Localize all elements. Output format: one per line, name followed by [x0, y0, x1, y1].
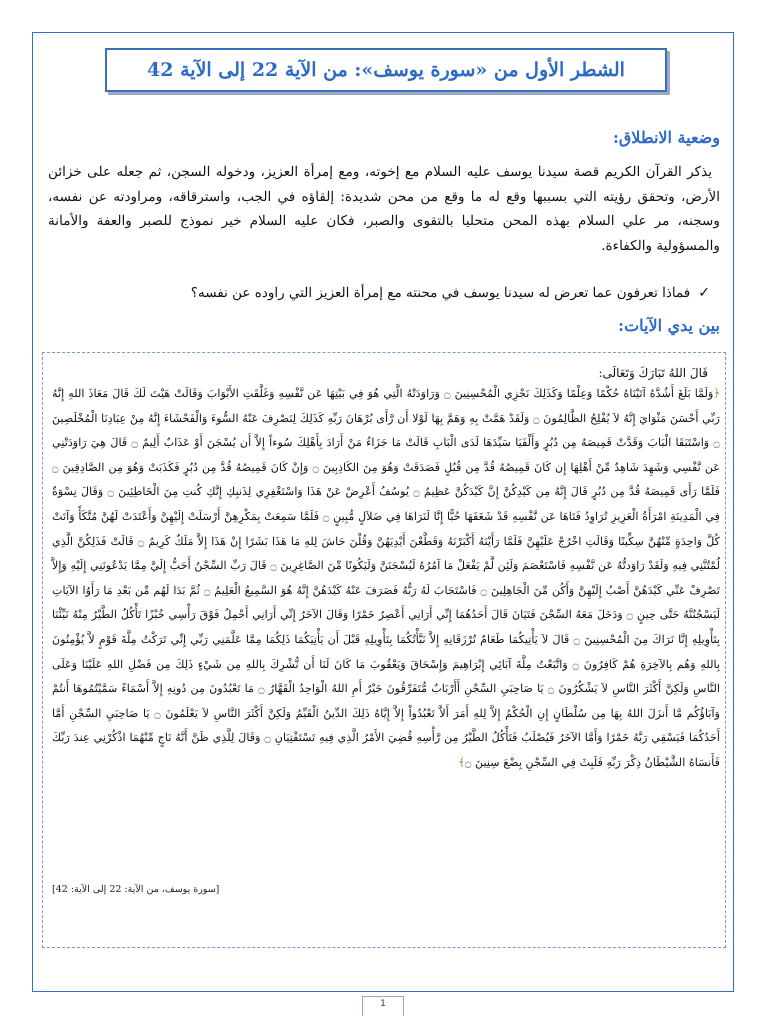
verses-intro: قَالَ اللهُ تَبَارَكَ وَتَعَالَى:	[598, 366, 708, 380]
question-item	[150, 282, 710, 304]
quran-verses	[52, 382, 720, 776]
verses-text: وَلَمَّا بَلَغَ أَشُدَّهُ آتَيْنَاهُ حُكْمًا وَعِلْمًا وَكَذَلِكَ نَجْزِي الْمُحْسِنِينَ ۝ وَرَاوَدَتْهُ الَّتِي هُوَ فِي بَيْتِهَا عَن نَّفْسِهِ وَغَلَّقَتِ الأَبْوَابَ وَقَالَتْ هَيْتَ لَكَ قَالَ مَعَاذَ اللهِ إِنَّهُ رَبِّي أَحْسَنَ مَثْوَايَ إِنَّهُ لاَ يُفْلِحُ الظَّالِمُونَ ۝ وَلَقَدْ هَمَّتْ بِهِ وَهَمَّ بِهَا لَوْلا أَن رَّأَى بُرْهَانَ رَبِّهِ كَذَلِكَ لِنَصْرِفَ عَنْهُ السُّوءَ وَالْفَحْشَاءَ إِنَّهُ مِنْ عِبَادِنَا الْمُخْلَصِينَ ۝ وَاسْتَبَقَا الْبَابَ وَقَدَّتْ قَمِيصَهُ مِن دُبُرٍ وَأَلْفَيَا سَيِّدَهَا لَدَى الْبَابِ قَالَتْ مَا جَزَاءُ مَنْ أَرَادَ بِأَهْلِكَ سُوءاً إِلاَّ أَن يُسْجَنَ أَوْ عَذَابٌ أَلِيمٌ ۝ قَالَ هِيَ رَاوَدَتْنِي عَن نَّفْسِي وَشَهِدَ شَاهِدٌ مِّنْ أَهْلِهَا إِن كَانَ قَمِيصُهُ قُدَّ مِن قُبُلٍ فَصَدَقَتْ وَهُوَ مِنَ الكَاذِبِينَ ۝ وَإِنْ كَانَ قَمِيصُهُ قُدَّ مِن دُبُرٍ فَكَذَبَتْ وَهُوَ مِن الصَّادِقِينَ ۝ فَلَمَّا رَأَى قَمِيصَهُ قُدَّ مِن دُبُرٍ قَالَ إِنَّهُ مِن كَيْدِكُنَّ إِنَّ كَيْدَكُنَّ عَظِيمٌ ۝ يُوسُفُ أَعْرِضْ عَنْ هَذَا وَاسْتَغْفِرِي لِذَنبِكِ إِنَّكِ كُنتِ مِنَ الْخَاطِئِينَ ۝ وَقَالَ نِسْوَةٌ فِي الْمَدِينَةِ امْرَأَةُ الْعَزِيزِ تُرَاوِدُ فَتَاهَا عَن نَّفْسِهِ قَدْ شَغَفَهَا حُبًّا إِنَّا لَنَرَاهَا فِي ضَلاَلٍ مُّبِينٍ ۝ فَلَمَّا سَمِعَتْ بِمَكْرِهِنَّ أَرْسَلَتْ إِلَيْهِنَّ وَأَعْتَدَتْ لَهُنَّ مُتَّكَأً وَآتَتْ كُلَّ وَاحِدَةٍ مِّنْهُنَّ سِكِّينًا وَقَالَتِ اخْرُجْ عَلَيْهِنَّ فَلَمَّا رَأَيْنَهُ أَكْبَرْنَهُ وَقَطَّعْنَ أَيْدِيَهُنَّ وَقُلْنَ حَاشَ لِلهِ مَا هَذَا بَشَرًا إِنْ هَذَا إِلاَّ مَلَكٌ كَرِيمٌ ۝ قَالَتْ فَذَلِكُنَّ الَّذِي لُمْتُنَّنِي فِيهِ وَلَقَدْ رَاوَدتُّهُ عَن نَّفْسِهِ فَاسْتَعْصَمَ وَلَئِن لَّمْ يَفْعَلْ مَا آمُرُهُ لَيُسْجَنَنَّ وَلَيَكُونًا مِّنَ الصَّاغِرِينَ ۝ قَالَ رَبِّ السِّجْنُ أَحَبُّ إِلَيَّ مِمَّا يَدْعُونَنِي إِلَيْهِ وَإِلاَّ تَصْرِفْ عَنِّي كَيْدَهُنَّ أَصْبُ إِلَيْهِنَّ وَأَكُن مِّنَ الْجَاهِلِينَ ۝ فَاسْتَجَابَ لَهُ رَبُّهُ فَصَرَفَ عَنْهُ كَيْدَهُنَّ إِنَّهُ هُوَ السَّمِيعُ الْعَلِيمُ ۝ ثُمَّ بَدَا لَهُم مِّن بَعْدِ مَا رَأَوُا الآيَاتِ لَيَسْجُنُنَّهُ حَتَّى حِينٍ ۝ وَدَخَلَ مَعَهُ السِّجْنَ فَتَيَانَ قَالَ أَحَدُهُمَا إِنِّي أَرَانِي أَعْصِرُ خَمْرًا وَقَالَ الآخَرُ إِنِّي أَرَانِي أَحْمِلُ فَوْقَ رَأْسِي خُبْزًا تَأْكُلُ الطَّيْرُ مِنْهُ نَبِّئْنَا بِتَأْوِيلِهِ إِنَّا نَرَاكَ مِنَ الْمُحْسِنِينَ ۝ قَالَ لاَ يَأْتِيكُمَا طَعَامٌ تُرْزَقَانِهِ إِلاَّ نَبَّأْتُكُمَا بِتَأْوِيلِهِ قَبْلَ أَن يَأْتِيَكُمَا ذَلِكُمَا مِمَّا عَلَّمَنِي رَبِّي إِنِّي تَرَكْتُ مِلَّةَ قَوْمٍ لاَّ يُؤْمِنُونَ بِاللهِ وَهُم بِالآخِرَةِ هُمْ كَافِرُونَ ۝ وَاتَّبَعْتُ مِلَّةَ آبَائِي إِبْرَاهِيمَ وَإِسْحَاقَ وَيَعْقُوبَ مَا كَانَ لَنَا أَن نُّشْرِكَ بِاللهِ مِن شَيْءٍ ذَلِكَ مِن فَضْلِ اللهِ عَلَيْنَا وَعَلَى النَّاسِ وَلَكِنَّ أَكْثَرَ النَّاسِ لاَ يَشْكُرُونَ ۝ يَا صَاحِبَيِ السِّجْنِ أَأَرْبَابٌ مُّتَفَرِّقُونَ خَيْرٌ أَمِ اللهُ الْوَاحِدُ الْقَهَّارُ ۝ مَا تَعْبُدُونَ مِن دُونِهِ إِلاَّ أَسْمَاءً سَمَّيْتُمُوهَا أَنتُمْ وَآبَاؤُكُم مَّا أَنزَلَ اللهُ بِهَا مِن سُلْطَانٍ إِنِ الْحُكْمُ إِلاَّ لِلهِ أَمَرَ أَلاَّ تَعْبُدُواْ إِلاَّ إِيَّاهُ ذَلِكَ الدِّينُ الْقَيِّمُ وَلَكِنَّ أَكْثَرَ النَّاسِ لاَ يَعْلَمُونَ ۝ يَا صَاحِبَيِ السِّجْنِ أَمَّا أَحَدُكُمَا فَيَسْقِي رَبَّهُ خَمْرًا وَأَمَّا الآخَرُ فَيُصْلَبُ فَتَأْكُلُ الطَّيْرُ مِن رَّأْسِهِ قُضِيَ الأَمْرُ الَّذِي فِيهِ تَسْتَفْتِيَانِ ۝ وَقَالَ لِلَّذِي ظَنَّ أَنَّهُ نَاجٍ مِّنْهُمَا اذْكُرْنِي عِندَ رَبِّكَ فَأَنسَاهُ الشَّيْطَانُ ذِكْرَ رَبِّهِ فَلَبِثَ فِي السِّجْنِ بِضْعَ سِنِينَ ۝	[52, 387, 721, 769]
title-box	[105, 48, 667, 92]
page-title: الشطر الأول من «سورة يوسف»: من الآية 22 إلى الآية 42	[147, 59, 625, 81]
page-number: 1	[362, 996, 404, 1016]
question-text: فماذا تعرفون عما تعرض له سيدنا يوسف في محنته مع إمرأة العزيز التي راوده عن نفسه؟	[190, 285, 691, 301]
close-bracket: ﴾	[458, 755, 465, 769]
verses-heading: بين يدي الآيات:	[618, 316, 720, 335]
intro-paragraph: يذكر القرآن الكريم قصة سيدنا يوسف عليه السلام مع إخوته، ومع إمرأة العزيز، ودخوله السجن، ثم جعله على خزائن الأرض، وتحقق رؤيته التي بسببها وقع له ما وقع من محن شديدة: إلقاؤه في الجب، واسترقاقه، ومراودته عن نفسه، وسجنه، مر علي السلام بهذه المحن متحليا بالتقوى والصبر، فكان عليه السلام خير نموذج للصبر والعفة والأمانة والمسؤولية والكفاءة.	[48, 164, 720, 254]
intro-heading: وضعية الانطلاق:	[612, 128, 720, 147]
check-mark-icon: ✓	[698, 285, 710, 301]
verses-citation: [سورة يوسف، من الآية: 22 إلى الآية: 42]	[52, 884, 220, 895]
open-bracket: ﴿	[713, 387, 720, 400]
